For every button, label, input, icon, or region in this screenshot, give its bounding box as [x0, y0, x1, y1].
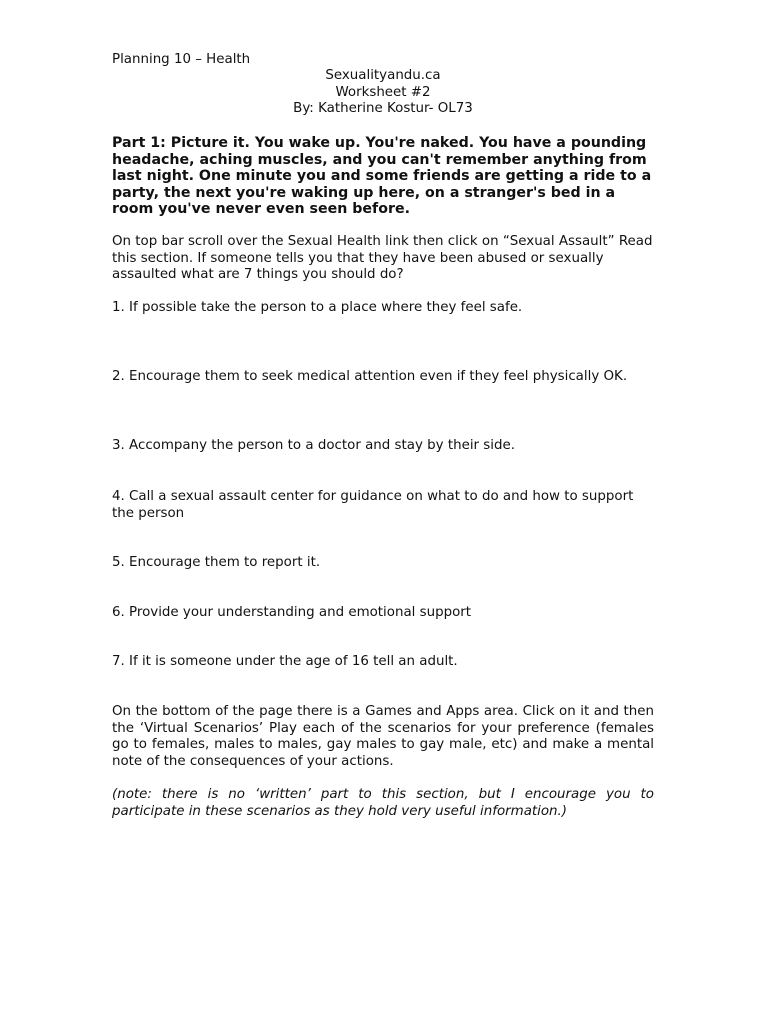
- games-note: (note: there is no ‘written’ part to this section, but I encourage you to participate in these scenarios as they hold very useful information.): [112, 787, 654, 819]
- worksheet-number: Worksheet #2: [335, 85, 431, 100]
- answer-item-3: 3. Accompany the person to a doctor and stay by their side.: [112, 438, 515, 453]
- games-instructions: On the bottom of the page there is a Games and Apps area. Click on it and then the ‘Virtual Scenarios’ Play each of the scenarios for your preference (females go to females, males to males, gay males to gay male, etc) and make a mental note of the consequences of your actions.: [112, 704, 654, 769]
- part1-instructions: On top bar scroll over the Sexual Health link then click on “Sexual Assault” Read this section. If someone tells you that they have been abused or sexually assaulted what are 7 things you should do?: [112, 234, 653, 282]
- answer-item-2: 2. Encourage them to seek medical attention even if they feel physically OK.: [112, 369, 628, 384]
- answer-item-4: 4. Call a sexual assault center for guidance on what to do and how to support the person: [112, 489, 634, 521]
- author-line: By: Katherine Kostur- OL73: [293, 101, 473, 116]
- part1-scenario: Part 1: Picture it. You wake up. You're naked. You have a pounding headache, aching muscles, and you can't remember anything from last night. One minute you and some friends are getting a ride to a party, the next you're waking up here, on a stranger's bed in a room you've never even seen before.: [112, 135, 652, 218]
- site-name: Sexualityandu.ca: [325, 68, 441, 83]
- answer-item-5: 5. Encourage them to report it.: [112, 555, 321, 570]
- answer-item-6: 6. Provide your understanding and emotional support: [112, 605, 472, 620]
- course-title: Planning 10 – Health: [112, 52, 251, 67]
- answer-item-7: 7. If it is someone under the age of 16 tell an adult.: [112, 654, 458, 669]
- answer-item-1: 1. If possible take the person to a place where they feel safe.: [112, 300, 523, 315]
